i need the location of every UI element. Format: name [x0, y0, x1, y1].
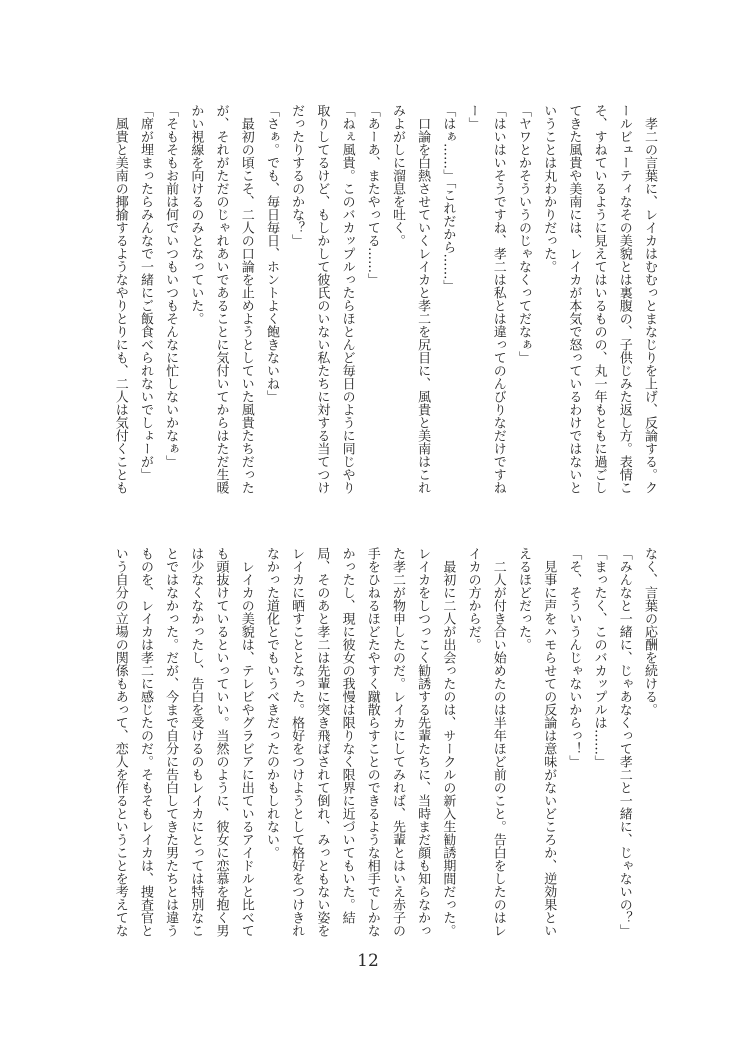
- paragraph: なく、言葉の応酬を続ける。: [642, 547, 657, 716]
- paragraph: 風貴と美南の揶揄するようなやりとりにも、二人は気付くことも: [112, 117, 128, 494]
- text-band-upper: [108, 104, 662, 497]
- paragraph: 「ヤワとかそういうのじゃなくってだなぁ」: [515, 104, 531, 364]
- paragraph: 「ねぇ風貴。このバカップルったらほとんど毎日のように同じやり取りしてるけど、もしかして彼氏のいない私たちに対する当てつけだったりするのかな？」: [289, 104, 355, 494]
- paragraph: 「そもそもお前は何でいつもいつもそんなに忙しないかなぁ」: [163, 104, 179, 468]
- paragraph: 「まったく、このバカップルは……」: [591, 547, 607, 768]
- paragraph: 「みんなと一緒に、じゃあなくって孝二と一緒に、じゃないの？」: [616, 547, 632, 937]
- paragraph: 孝二の言葉に、レイカはむむっとまなじりを上げ、反論する。クールビューティなその美貌とは裏腹の、子供じみた返し方。表情こそ、すねているように見えてはいるものの、丸一年もともに過ごしてきた風貴や美南には、レイカが本気で怒っているわけではないということは丸わかりだった。: [541, 104, 657, 494]
- paragraph: 「席が埋まったらみんなで一緒にご飯食べられないでしょーが」: [137, 104, 153, 481]
- paragraph: 「そ、そういうんじゃないからっ！」: [566, 547, 582, 768]
- paragraph: 二人が付き合い始めたのは半年ほど前のこと。告白をしたのはレイカの方からだ。: [465, 547, 506, 937]
- paragraph: 「はぁ……」「これだから……」: [440, 104, 456, 293]
- text-band-lower: [108, 547, 662, 947]
- paragraph: 最初に二人が出会ったのは、サークルの新入生勧誘期間だった。レイカをしつっこく勧誘する先輩たちに、当時まだ顔も知らなかった孝二が物申したのだ。レイカにしてみれば、先輩とはいえ赤子の手をひねるほどたやすく蹴散らすことのできるような相手でしかなかったし、現に彼女の我慢は限りなく限界に近づいてもいた。結局、そのあと孝二は先輩に突き飛ばされて倒れ、みっともない姿をレイカに晒すこととなった。格好をつけようとして格好をつけきれなかった道化とでもいうべきだったのかもしれない。: [263, 547, 456, 937]
- paragraph: 最初の頃こそ、二人の口論を止めようとしていた風貴たちだったが、それがただのじゃれあいであることに気付いてからはただ生暖かい視線を向けるのみとなっていた。: [188, 104, 254, 494]
- paragraph: レイカの美貌は、テレビやグラビアに出ているアイドルと比べても頭抜けているといっていい。当然のように、彼女に恋慕を抱く男は少なくなかったし、告白を受けるのもレイカにとっては特別なことではなかった。だが、今まで自分に告白してきた男たちとは違うものを、レイカは孝二に感じたのだ。そもそもレイカは、捜査官という自分の立場の関係もあって、恋人を作るということを考えてな: [112, 547, 254, 937]
- paragraph: 見事に声をハモらせての反論は意味がないどころか、逆効果といえるほどだった。: [515, 547, 557, 937]
- paragraph: 「あーあ、またやってる……」: [364, 104, 380, 286]
- paragraph: 口論を白熱させていくレイカと孝二を尻目に、風貴と美南はこれみよがしに溜息を吐く。: [389, 104, 431, 494]
- paragraph: 「はいはいそうですね、孝二は私とは違ってのんびりなだけですねー」: [465, 104, 506, 494]
- page-number: 12: [357, 951, 379, 971]
- paragraph: 「さぁ。でも、毎日毎日、ホントよく飽きないね」: [263, 104, 279, 403]
